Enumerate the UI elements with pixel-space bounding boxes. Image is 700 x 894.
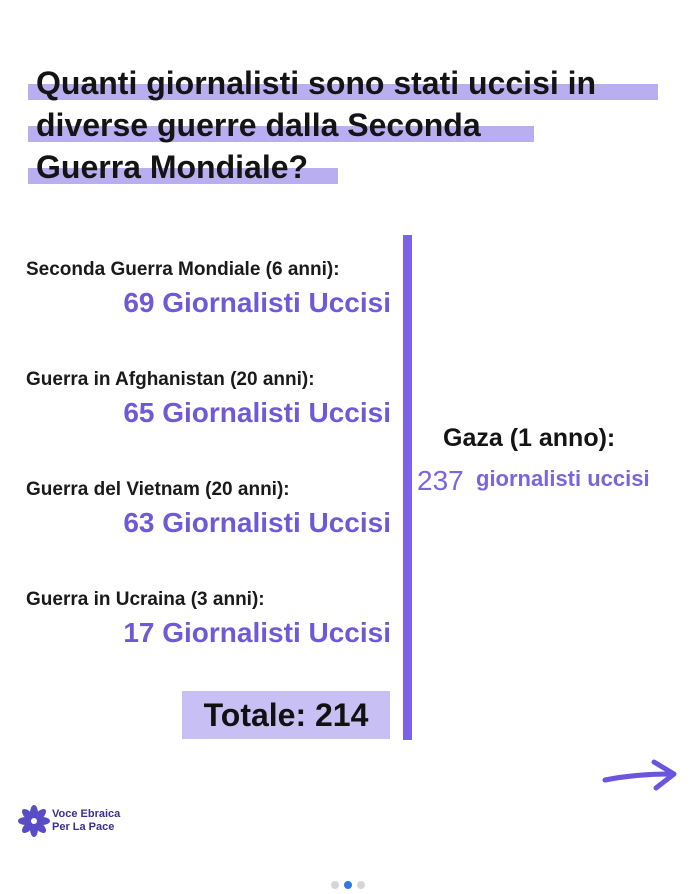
title-line-2-text: diverse guerre dalla Seconda	[36, 107, 481, 143]
title-line-2	[36, 104, 676, 146]
gaza-label: Gaza (1 anno):	[443, 424, 616, 452]
title-line-1	[36, 62, 676, 104]
gaza-count: 237	[417, 465, 464, 496]
page-title	[36, 62, 676, 188]
war-value: 17 Giornalisti Uccisi	[123, 617, 391, 648]
star-flower-icon	[18, 805, 50, 837]
page-dot-2[interactable]	[344, 881, 352, 889]
vertical-divider	[403, 235, 412, 740]
next-arrow-icon[interactable]	[600, 756, 680, 801]
brand-line-1: Voce Ebraica	[52, 808, 121, 820]
title-line-3-text: Guerra Mondiale?	[36, 149, 309, 185]
brand-line-2: Per La Pace	[52, 821, 115, 833]
war-item-ww2	[26, 259, 391, 318]
gaza-unit: giornalisti uccisi	[476, 466, 650, 491]
pagination-dots	[331, 876, 370, 894]
war-value: 65 Giornalisti Uccisi	[123, 397, 391, 428]
war-item-afghanistan	[26, 369, 391, 428]
war-label: Seconda Guerra Mondiale (6 anni):	[26, 259, 340, 280]
page-dot-1[interactable]	[331, 881, 339, 889]
war-value: 69 Giornalisti Uccisi	[123, 287, 391, 318]
title-line-1-text: Quanti giornalisti sono stati uccisi in	[36, 65, 597, 101]
war-value: 63 Giornalisti Uccisi	[123, 507, 391, 538]
war-label: Guerra in Afghanistan (20 anni):	[26, 369, 315, 390]
brand-name	[52, 808, 120, 834]
page-dot-3[interactable]	[357, 881, 365, 889]
war-label: Guerra in Ucraina (3 anni):	[26, 589, 265, 610]
war-item-ukraine	[26, 589, 391, 648]
total-box: Totale: 214	[182, 691, 390, 739]
brand-logo	[18, 803, 158, 843]
war-label: Guerra del Vietnam (20 anni):	[26, 479, 290, 500]
war-item-vietnam	[26, 479, 391, 538]
title-line-3	[36, 146, 676, 188]
